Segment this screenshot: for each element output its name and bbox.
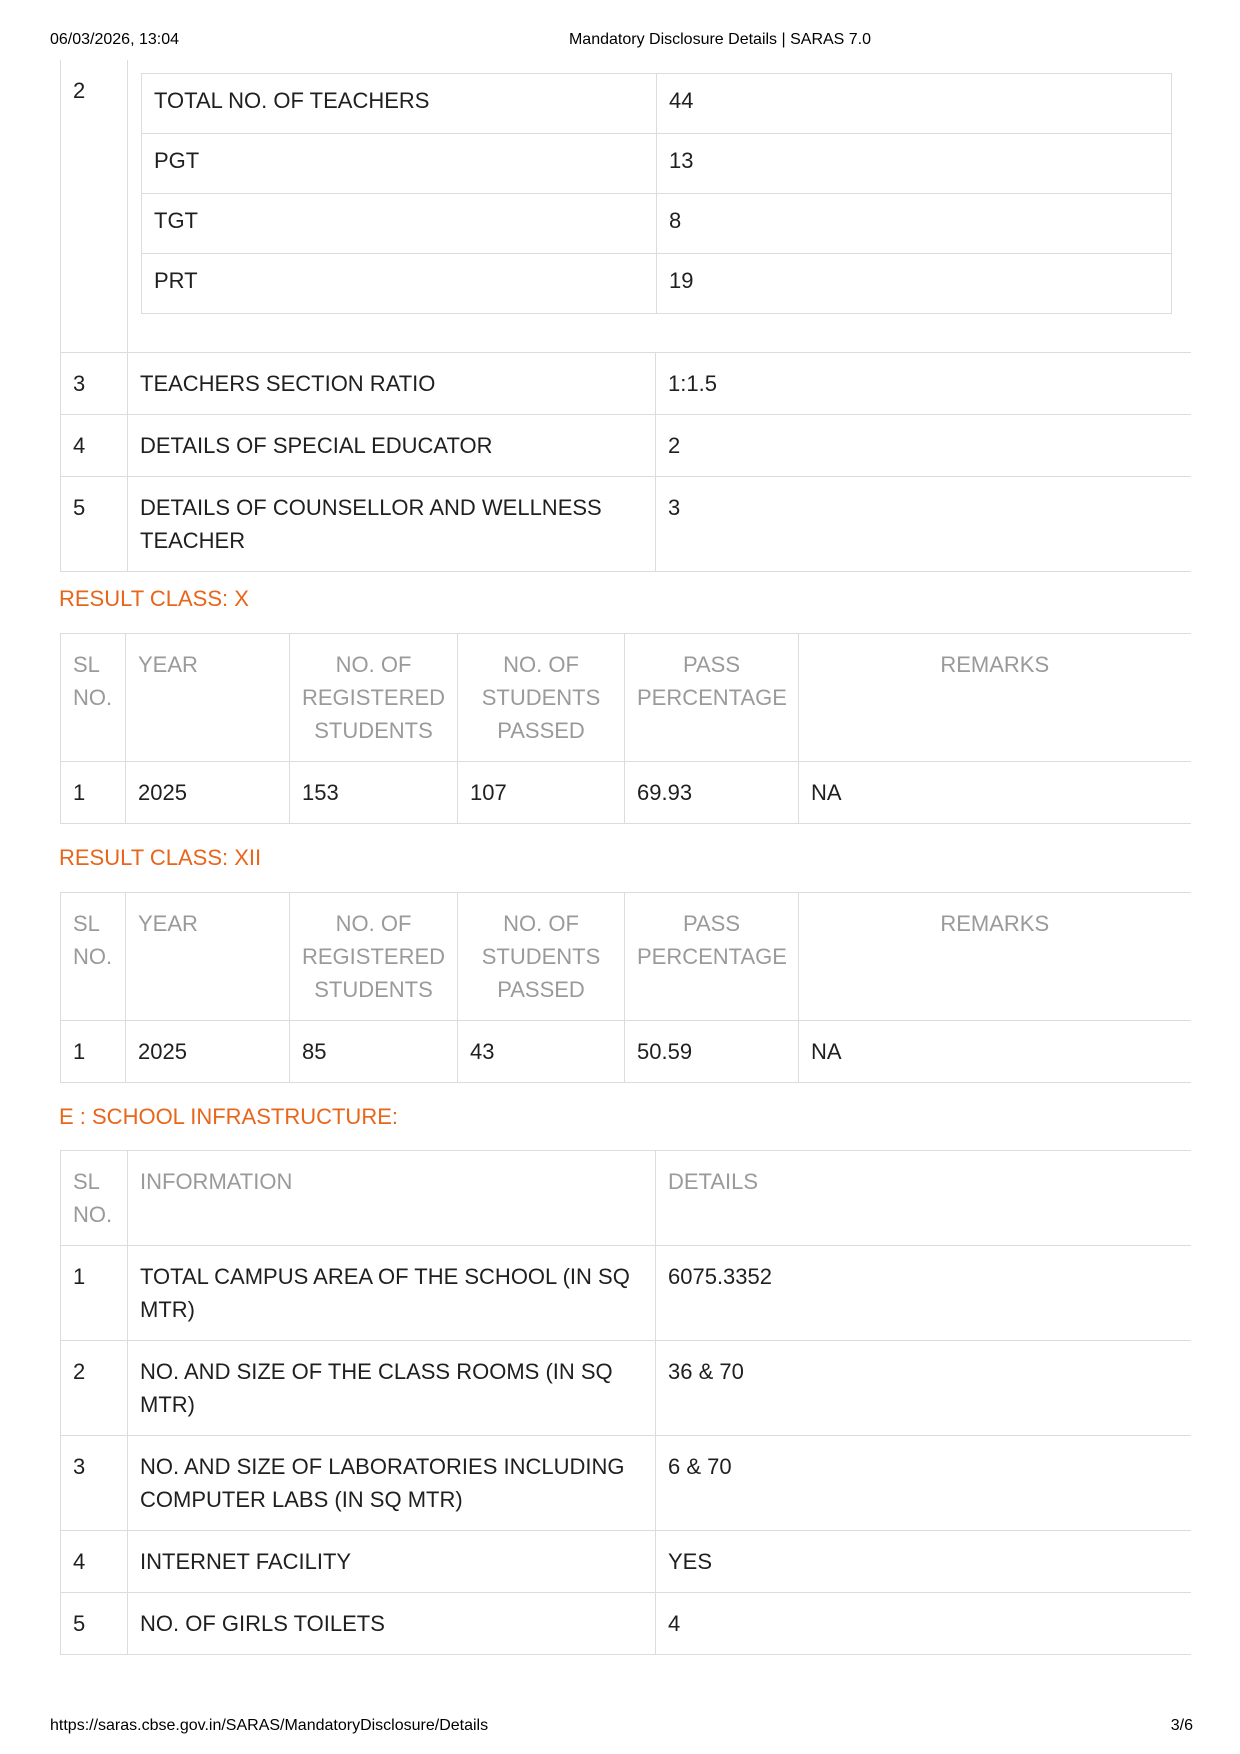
header-registered: NO. OF REGISTERED STUDENTS [290,634,458,762]
cell-information: NO. AND SIZE OF LABORATORIES INCLUDING COMPUTER LABS (IN SQ MTR) [128,1436,656,1531]
result-xii-table [60,892,1191,1083]
cell-sl-no: 1 [61,1021,126,1083]
infrastructure-heading: E : SCHOOL INFRASTRUCTURE: [59,1104,398,1129]
cell-registered: 85 [290,1021,458,1083]
cell-sl-no: 1 [61,762,126,824]
cell-details: 4 [656,1593,1191,1655]
table-row [142,194,1172,254]
header-year: YEAR [126,893,290,1021]
sl-cell: 3 [61,353,128,415]
cell-sl-no: 4 [61,1531,128,1593]
cell-information: NO. AND SIZE OF THE CLASS ROOMS (IN SQ MTR) [128,1341,656,1436]
cell-remarks: NA [799,762,1191,824]
table-row [61,1341,1191,1436]
header-pass-percentage: PASS PERCENTAGE [625,893,799,1021]
cell-label: TEACHERS SECTION RATIO [128,353,656,415]
result-x-table [60,633,1191,824]
cell-pass-percentage: 69.93 [625,762,799,824]
table-row [61,1593,1191,1655]
table-header-row [61,634,1191,762]
print-title: Mandatory Disclosure Details | SARAS 7.0 [568,31,872,48]
teachers-breakdown-table [141,73,1172,314]
header-year: YEAR [126,634,290,762]
header-passed: NO. OF STUDENTS PASSED [458,634,625,762]
cell-label: PGT [142,134,657,194]
table-row [61,1246,1191,1341]
header-sl-no: SL NO. [61,1151,128,1246]
header-remarks: REMARKS [799,893,1191,1021]
cell-information: NO. OF GIRLS TOILETS [128,1593,656,1655]
header-passed: NO. OF STUDENTS PASSED [458,893,625,1021]
result-x-heading: RESULT CLASS: X [59,586,249,611]
cell-information: TOTAL CAMPUS AREA OF THE SCHOOL (IN SQ MTR) [128,1246,656,1341]
cell-value: 13 [657,134,1172,194]
cell-year: 2025 [126,762,290,824]
teachers-breakdown-cell [128,60,1191,353]
teachers-table [60,60,1191,572]
header-registered: NO. OF REGISTERED STUDENTS [290,893,458,1021]
table-row [142,74,1172,134]
cell-label: PRT [142,254,657,314]
infrastructure-table [60,1150,1191,1655]
cell-label: DETAILS OF COUNSELLOR AND WELLNESS TEACHER [128,477,656,572]
header-sl-no: SL NO. [61,893,126,1021]
cell-passed: 43 [458,1021,625,1083]
cell-information: INTERNET FACILITY [128,1531,656,1593]
cell-sl-no: 1 [61,1246,128,1341]
cell-registered: 153 [290,762,458,824]
cell-sl-no: 3 [61,1436,128,1531]
table-row [61,762,1191,824]
sl-cell: 5 [61,477,128,572]
cell-value: 19 [657,254,1172,314]
cell-details: 36 & 70 [656,1341,1191,1436]
header-remarks: REMARKS [799,634,1191,762]
cell-pass-percentage: 50.59 [625,1021,799,1083]
sl-cell: 2 [61,60,128,353]
cell-sl-no: 5 [61,1593,128,1655]
page-url: https://saras.cbse.gov.in/SARAS/MandatoryDisclosure/Details [50,1717,489,1734]
page-number: 3/6 [1170,1717,1193,1734]
table-row [61,477,1191,572]
cell-label: TOTAL NO. OF TEACHERS [142,74,657,134]
cell-value: 3 [656,477,1191,572]
cell-label: DETAILS OF SPECIAL EDUCATOR [128,415,656,477]
cell-value: 8 [657,194,1172,254]
sl-cell: 4 [61,415,128,477]
table-row [61,1436,1191,1531]
result-xii-heading: RESULT CLASS: XII [59,845,262,870]
table-row [142,254,1172,314]
cell-value: 2 [656,415,1191,477]
table-row [61,353,1191,415]
cell-passed: 107 [458,762,625,824]
table-row [61,1531,1191,1593]
cell-details: 6 & 70 [656,1436,1191,1531]
header-sl-no: SL NO. [61,634,126,762]
cell-details: 6075.3352 [656,1246,1191,1341]
table-row [61,415,1191,477]
table-row [61,60,1191,353]
cell-value: 1:1.5 [656,353,1191,415]
table-row [142,134,1172,194]
print-datetime: 06/03/2026, 13:04 [50,31,180,48]
header-information: INFORMATION [128,1151,656,1246]
cell-details: YES [656,1531,1191,1593]
cell-remarks: NA [799,1021,1191,1083]
table-header-row [61,1151,1191,1246]
cell-year: 2025 [126,1021,290,1083]
cell-value: 44 [657,74,1172,134]
header-pass-percentage: PASS PERCENTAGE [625,634,799,762]
cell-label: TGT [142,194,657,254]
table-header-row [61,893,1191,1021]
header-details: DETAILS [656,1151,1191,1246]
table-row [61,1021,1191,1083]
cell-sl-no: 2 [61,1341,128,1436]
